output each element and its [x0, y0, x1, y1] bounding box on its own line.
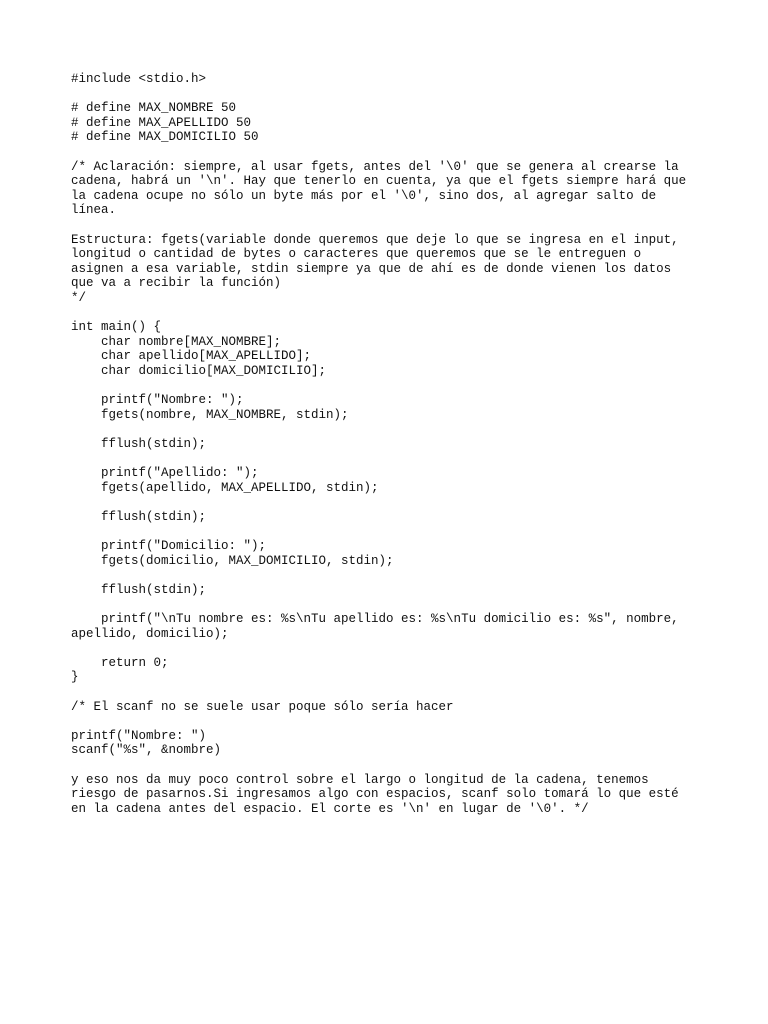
code-line: asignen a esa variable, stdin siempre ya que de ahí es de donde vienen los datos — [71, 261, 672, 276]
code-line: línea. — [71, 203, 117, 218]
code-line: cadena, habrá un '\n'. Hay que tenerlo en cuenta, ya que el fgets siempre hará que — [71, 174, 687, 189]
code-line — [71, 685, 711, 700]
code-line: la cadena ocupe no sólo un byte más por el '\0', sino dos, al agregar salto de — [71, 188, 657, 203]
code-line — [71, 524, 711, 539]
code-line: longitud o cantidad de bytes o caracteres que queremos que se le entreguen o — [71, 247, 642, 262]
code-line: # define MAX_DOMICILIO 50 — [71, 130, 259, 145]
code-line: /* Aclaración: siempre, al usar fgets, antes del '\0' que se genera al crearse la — [71, 159, 679, 174]
code-line: printf("Domicilio: "); — [71, 539, 267, 553]
code-line — [71, 422, 711, 437]
code-line: fgets(domicilio, MAX_DOMICILIO, stdin); — [71, 553, 394, 568]
code-line — [71, 218, 711, 233]
code-line: int main() { — [71, 320, 162, 335]
code-line: char domicilio[MAX_DOMICILIO]; — [71, 363, 327, 378]
code-line: Estructura: fgets(variable donde queremos que deje lo que se ingresa en el input, — [71, 232, 679, 247]
code-line — [71, 378, 711, 393]
code-line: fflush(stdin); — [71, 582, 207, 597]
code-line: fgets(apellido, MAX_APELLIDO, stdin); — [71, 480, 379, 495]
code-line — [71, 758, 711, 773]
code-line: y eso nos da muy poco control sobre el largo o longitud de la cadena, tenemos — [71, 772, 649, 787]
code-line: printf("Apellido: "); — [71, 466, 259, 481]
code-line — [71, 306, 711, 321]
code-line — [71, 495, 711, 510]
code-line — [71, 597, 711, 612]
code-line: printf("Nombre: ") — [71, 728, 207, 743]
code-line: #include <stdio.h> — [71, 72, 207, 86]
code-line: # define MAX_APELLIDO 50 — [71, 115, 252, 130]
code-text — [71, 72, 711, 816]
code-line: que va a recibir la función) — [71, 276, 282, 291]
code-line: en la cadena antes del espacio. El corte es '\n' en lugar de '\0'. */ — [71, 801, 589, 816]
code-line: char nombre[MAX_NOMBRE]; — [71, 334, 282, 349]
code-line: /* El scanf no se suele usar poque sólo sería hacer — [71, 699, 454, 714]
code-line: scanf("%s", &nombre) — [71, 743, 222, 758]
code-line: } — [71, 670, 79, 685]
code-line: */ — [71, 290, 87, 305]
code-line: printf("Nombre: "); — [71, 393, 244, 408]
code-line: riesgo de pasarnos.Si ingresamos algo con espacios, scanf solo tomará lo que esté — [71, 787, 679, 802]
code-line: fgets(nombre, MAX_NOMBRE, stdin); — [71, 407, 349, 422]
code-line: # define MAX_NOMBRE 50 — [71, 101, 237, 116]
code-line — [71, 714, 711, 729]
code-line — [71, 451, 711, 466]
code-line: fflush(stdin); — [71, 436, 207, 451]
code-line — [71, 87, 711, 102]
code-line: char apellido[MAX_APELLIDO]; — [71, 349, 312, 364]
code-line: fflush(stdin); — [71, 509, 207, 524]
code-line: return 0; — [71, 655, 169, 670]
code-line: printf("\nTu nombre es: %s\nTu apellido es: %s\nTu domicilio es: %s", nombre, — [71, 611, 679, 626]
code-line: apellido, domicilio); — [71, 626, 229, 641]
code-line — [71, 641, 711, 656]
code-line — [71, 145, 711, 160]
code-line — [71, 568, 711, 583]
